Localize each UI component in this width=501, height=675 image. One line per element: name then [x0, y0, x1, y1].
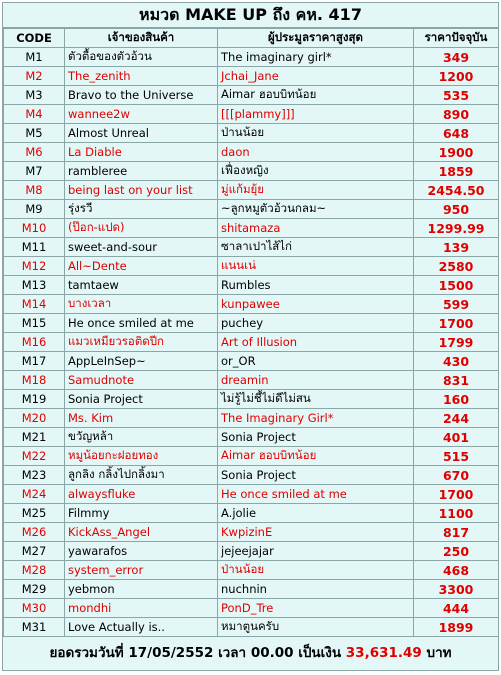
bidder-cell: nuchnin	[218, 580, 414, 599]
owner-cell: ตัวตื้อของตัวอ้วน	[65, 48, 218, 67]
bidder-cell: ป่านน้อย	[218, 561, 414, 580]
code-cell: M8	[4, 181, 65, 200]
owner-cell: Sonia Project	[65, 390, 218, 409]
table-row	[4, 238, 499, 257]
price-cell: 468	[414, 561, 499, 580]
bidder-cell: The imaginary girl*	[218, 48, 414, 67]
owner-cell: Bravo to the Universe	[65, 86, 218, 105]
price-cell: 444	[414, 599, 499, 618]
code-cell: M26	[4, 523, 65, 542]
price-cell: 1700	[414, 485, 499, 504]
price-cell: 890	[414, 105, 499, 124]
code-cell: M13	[4, 276, 65, 295]
table-row	[4, 352, 499, 371]
table-row	[4, 86, 499, 105]
code-cell: M16	[4, 333, 65, 352]
owner-cell: (ป๊อก-แปด)	[65, 219, 218, 238]
bidder-cell: or_OR	[218, 352, 414, 371]
code-cell: M22	[4, 447, 65, 466]
auction-summary-sheet	[2, 2, 499, 671]
page-title: หมวด MAKE UP ถึง คห. 417	[3, 3, 498, 28]
table-row	[4, 618, 499, 637]
owner-cell: The_zenith	[65, 67, 218, 86]
table-row	[4, 200, 499, 219]
bidder-cell: Aimar ฮอบบิทน้อย	[218, 447, 414, 466]
code-cell: M28	[4, 561, 65, 580]
owner-cell: Samudnote	[65, 371, 218, 390]
owner-cell: yebmon	[65, 580, 218, 599]
table-row	[4, 295, 499, 314]
owner-cell: alwaysfluke	[65, 485, 218, 504]
table-row	[4, 105, 499, 124]
price-cell: 599	[414, 295, 499, 314]
table-row	[4, 124, 499, 143]
price-cell: 1799	[414, 333, 499, 352]
bidder-cell: Sonia Project	[218, 428, 414, 447]
table-row	[4, 561, 499, 580]
owner-cell: tamtaew	[65, 276, 218, 295]
table-row	[4, 143, 499, 162]
bidder-cell: puchey	[218, 314, 414, 333]
table-header-row	[4, 29, 499, 48]
code-cell: M1	[4, 48, 65, 67]
price-cell: 535	[414, 86, 499, 105]
auction-table	[3, 28, 499, 637]
table-row	[4, 314, 499, 333]
owner-cell: mondhi	[65, 599, 218, 618]
price-cell: 1100	[414, 504, 499, 523]
price-cell: 244	[414, 409, 499, 428]
bidder-cell: KwpizinE	[218, 523, 414, 542]
bidder-cell: Sonia Project	[218, 466, 414, 485]
code-cell: M18	[4, 371, 65, 390]
code-cell: M23	[4, 466, 65, 485]
bidder-cell: jejeejajar	[218, 542, 414, 561]
code-cell: M2	[4, 67, 65, 86]
code-cell: M24	[4, 485, 65, 504]
column-header-bidder: ผู้ประมูลราคาสูงสุด	[218, 29, 414, 48]
owner-cell: Love Actually is..	[65, 618, 218, 637]
code-cell: M4	[4, 105, 65, 124]
table-row	[4, 542, 499, 561]
total-summary-suffix: บาท	[426, 645, 452, 661]
owner-cell: La Diable	[65, 143, 218, 162]
owner-cell: He once smiled at me	[65, 314, 218, 333]
price-cell: 1200	[414, 67, 499, 86]
owner-cell: KickAss_Angel	[65, 523, 218, 542]
owner-cell: บางเวลา	[65, 295, 218, 314]
total-summary-prefix: ยอดรวมวันที่ 17/05/2552 เวลา 00.00 เป็นเงิน	[49, 645, 342, 661]
table-row	[4, 428, 499, 447]
owner-cell: แมวเหมียวรอติดปีก	[65, 333, 218, 352]
bidder-cell: He once smiled at me	[218, 485, 414, 504]
table-row	[4, 447, 499, 466]
code-cell: M3	[4, 86, 65, 105]
table-row	[4, 257, 499, 276]
price-cell: 401	[414, 428, 499, 447]
price-cell: 1859	[414, 162, 499, 181]
code-cell: M19	[4, 390, 65, 409]
bidder-cell: The Imaginary Girl*	[218, 409, 414, 428]
code-cell: M17	[4, 352, 65, 371]
price-cell: 515	[414, 447, 499, 466]
price-cell: 2580	[414, 257, 499, 276]
table-row	[4, 485, 499, 504]
table-row	[4, 333, 499, 352]
bidder-cell: หมาตูนครับ	[218, 618, 414, 637]
table-row	[4, 162, 499, 181]
code-cell: M25	[4, 504, 65, 523]
code-cell: M11	[4, 238, 65, 257]
owner-cell: Ms. Kim	[65, 409, 218, 428]
code-cell: M5	[4, 124, 65, 143]
owner-cell: All~Dente	[65, 257, 218, 276]
price-cell: 430	[414, 352, 499, 371]
price-cell: 250	[414, 542, 499, 561]
owner-cell: wannee2w	[65, 105, 218, 124]
bidder-cell: A.jolie	[218, 504, 414, 523]
bidder-cell: มู่แก้มยุ้ย	[218, 181, 414, 200]
owner-cell: ขวัญหล้า	[65, 428, 218, 447]
price-cell: 1500	[414, 276, 499, 295]
table-row	[4, 371, 499, 390]
owner-cell: หมูน้อยกะฝอยทอง	[65, 447, 218, 466]
price-cell: 831	[414, 371, 499, 390]
table-row	[4, 390, 499, 409]
table-row	[4, 409, 499, 428]
bidder-cell: Jchai_Jane	[218, 67, 414, 86]
code-cell: M21	[4, 428, 65, 447]
code-cell: M29	[4, 580, 65, 599]
price-cell: 648	[414, 124, 499, 143]
total-amount: 33,631.49	[345, 645, 422, 661]
bidder-cell: PonD_Tre	[218, 599, 414, 618]
code-cell: M14	[4, 295, 65, 314]
table-row	[4, 48, 499, 67]
code-cell: M20	[4, 409, 65, 428]
bidder-cell: Art of Illusion	[218, 333, 414, 352]
owner-cell: Almost Unreal	[65, 124, 218, 143]
table-row	[4, 67, 499, 86]
owner-cell: AppLeInSep~	[65, 352, 218, 371]
price-cell: 3300	[414, 580, 499, 599]
bidder-cell: shitamaza	[218, 219, 414, 238]
owner-cell: sweet-and-sour	[65, 238, 218, 257]
bidder-cell: แนนเน่	[218, 257, 414, 276]
price-cell: 1299.99	[414, 219, 499, 238]
bidder-cell: ซาลาเปาไส้ไก่	[218, 238, 414, 257]
table-row	[4, 504, 499, 523]
bidder-cell: daon	[218, 143, 414, 162]
owner-cell: รุ่งรวี	[65, 200, 218, 219]
bidder-cell: เฟื่องหญิง	[218, 162, 414, 181]
table-body	[4, 48, 499, 637]
price-cell: 139	[414, 238, 499, 257]
price-cell: 950	[414, 200, 499, 219]
owner-cell: being last on your list	[65, 181, 218, 200]
code-cell: M7	[4, 162, 65, 181]
total-summary	[3, 636, 498, 670]
bidder-cell: Aimar ฮอบบิทน้อย	[218, 86, 414, 105]
owner-cell: ลูกลิง กลิ้งไปกลิ้งมา	[65, 466, 218, 485]
table-row	[4, 181, 499, 200]
bidder-cell: Rumbles	[218, 276, 414, 295]
price-cell: 2454.50	[414, 181, 499, 200]
code-cell: M27	[4, 542, 65, 561]
price-cell: 1900	[414, 143, 499, 162]
price-cell: 817	[414, 523, 499, 542]
column-header-owner: เจ้าของสินค้า	[65, 29, 218, 48]
bidder-cell: ป่านน้อย	[218, 124, 414, 143]
table-row	[4, 466, 499, 485]
owner-cell: system_error	[65, 561, 218, 580]
code-cell: M31	[4, 618, 65, 637]
code-cell: M30	[4, 599, 65, 618]
price-cell: 160	[414, 390, 499, 409]
price-cell: 670	[414, 466, 499, 485]
price-cell: 1700	[414, 314, 499, 333]
bidder-cell: ไม่รู้ไม่ชี้ไม่ดีไม่สน	[218, 390, 414, 409]
price-cell: 1899	[414, 618, 499, 637]
owner-cell: rambleree	[65, 162, 218, 181]
bidder-cell: [[[plammy]]]	[218, 105, 414, 124]
bidder-cell: ~ลูกหมูตัวอ้วนกลม~	[218, 200, 414, 219]
table-row	[4, 599, 499, 618]
table-row	[4, 276, 499, 295]
code-cell: M15	[4, 314, 65, 333]
code-cell: M12	[4, 257, 65, 276]
bidder-cell: kunpawee	[218, 295, 414, 314]
code-cell: M9	[4, 200, 65, 219]
code-cell: M10	[4, 219, 65, 238]
code-cell: M6	[4, 143, 65, 162]
price-cell: 349	[414, 48, 499, 67]
owner-cell: Filmmy	[65, 504, 218, 523]
table-row	[4, 580, 499, 599]
owner-cell: yawarafos	[65, 542, 218, 561]
bidder-cell: dreamin	[218, 371, 414, 390]
table-row	[4, 219, 499, 238]
table-row	[4, 523, 499, 542]
column-header-code: CODE	[4, 29, 65, 48]
column-header-price: ราคาปัจจุบัน	[414, 29, 499, 48]
